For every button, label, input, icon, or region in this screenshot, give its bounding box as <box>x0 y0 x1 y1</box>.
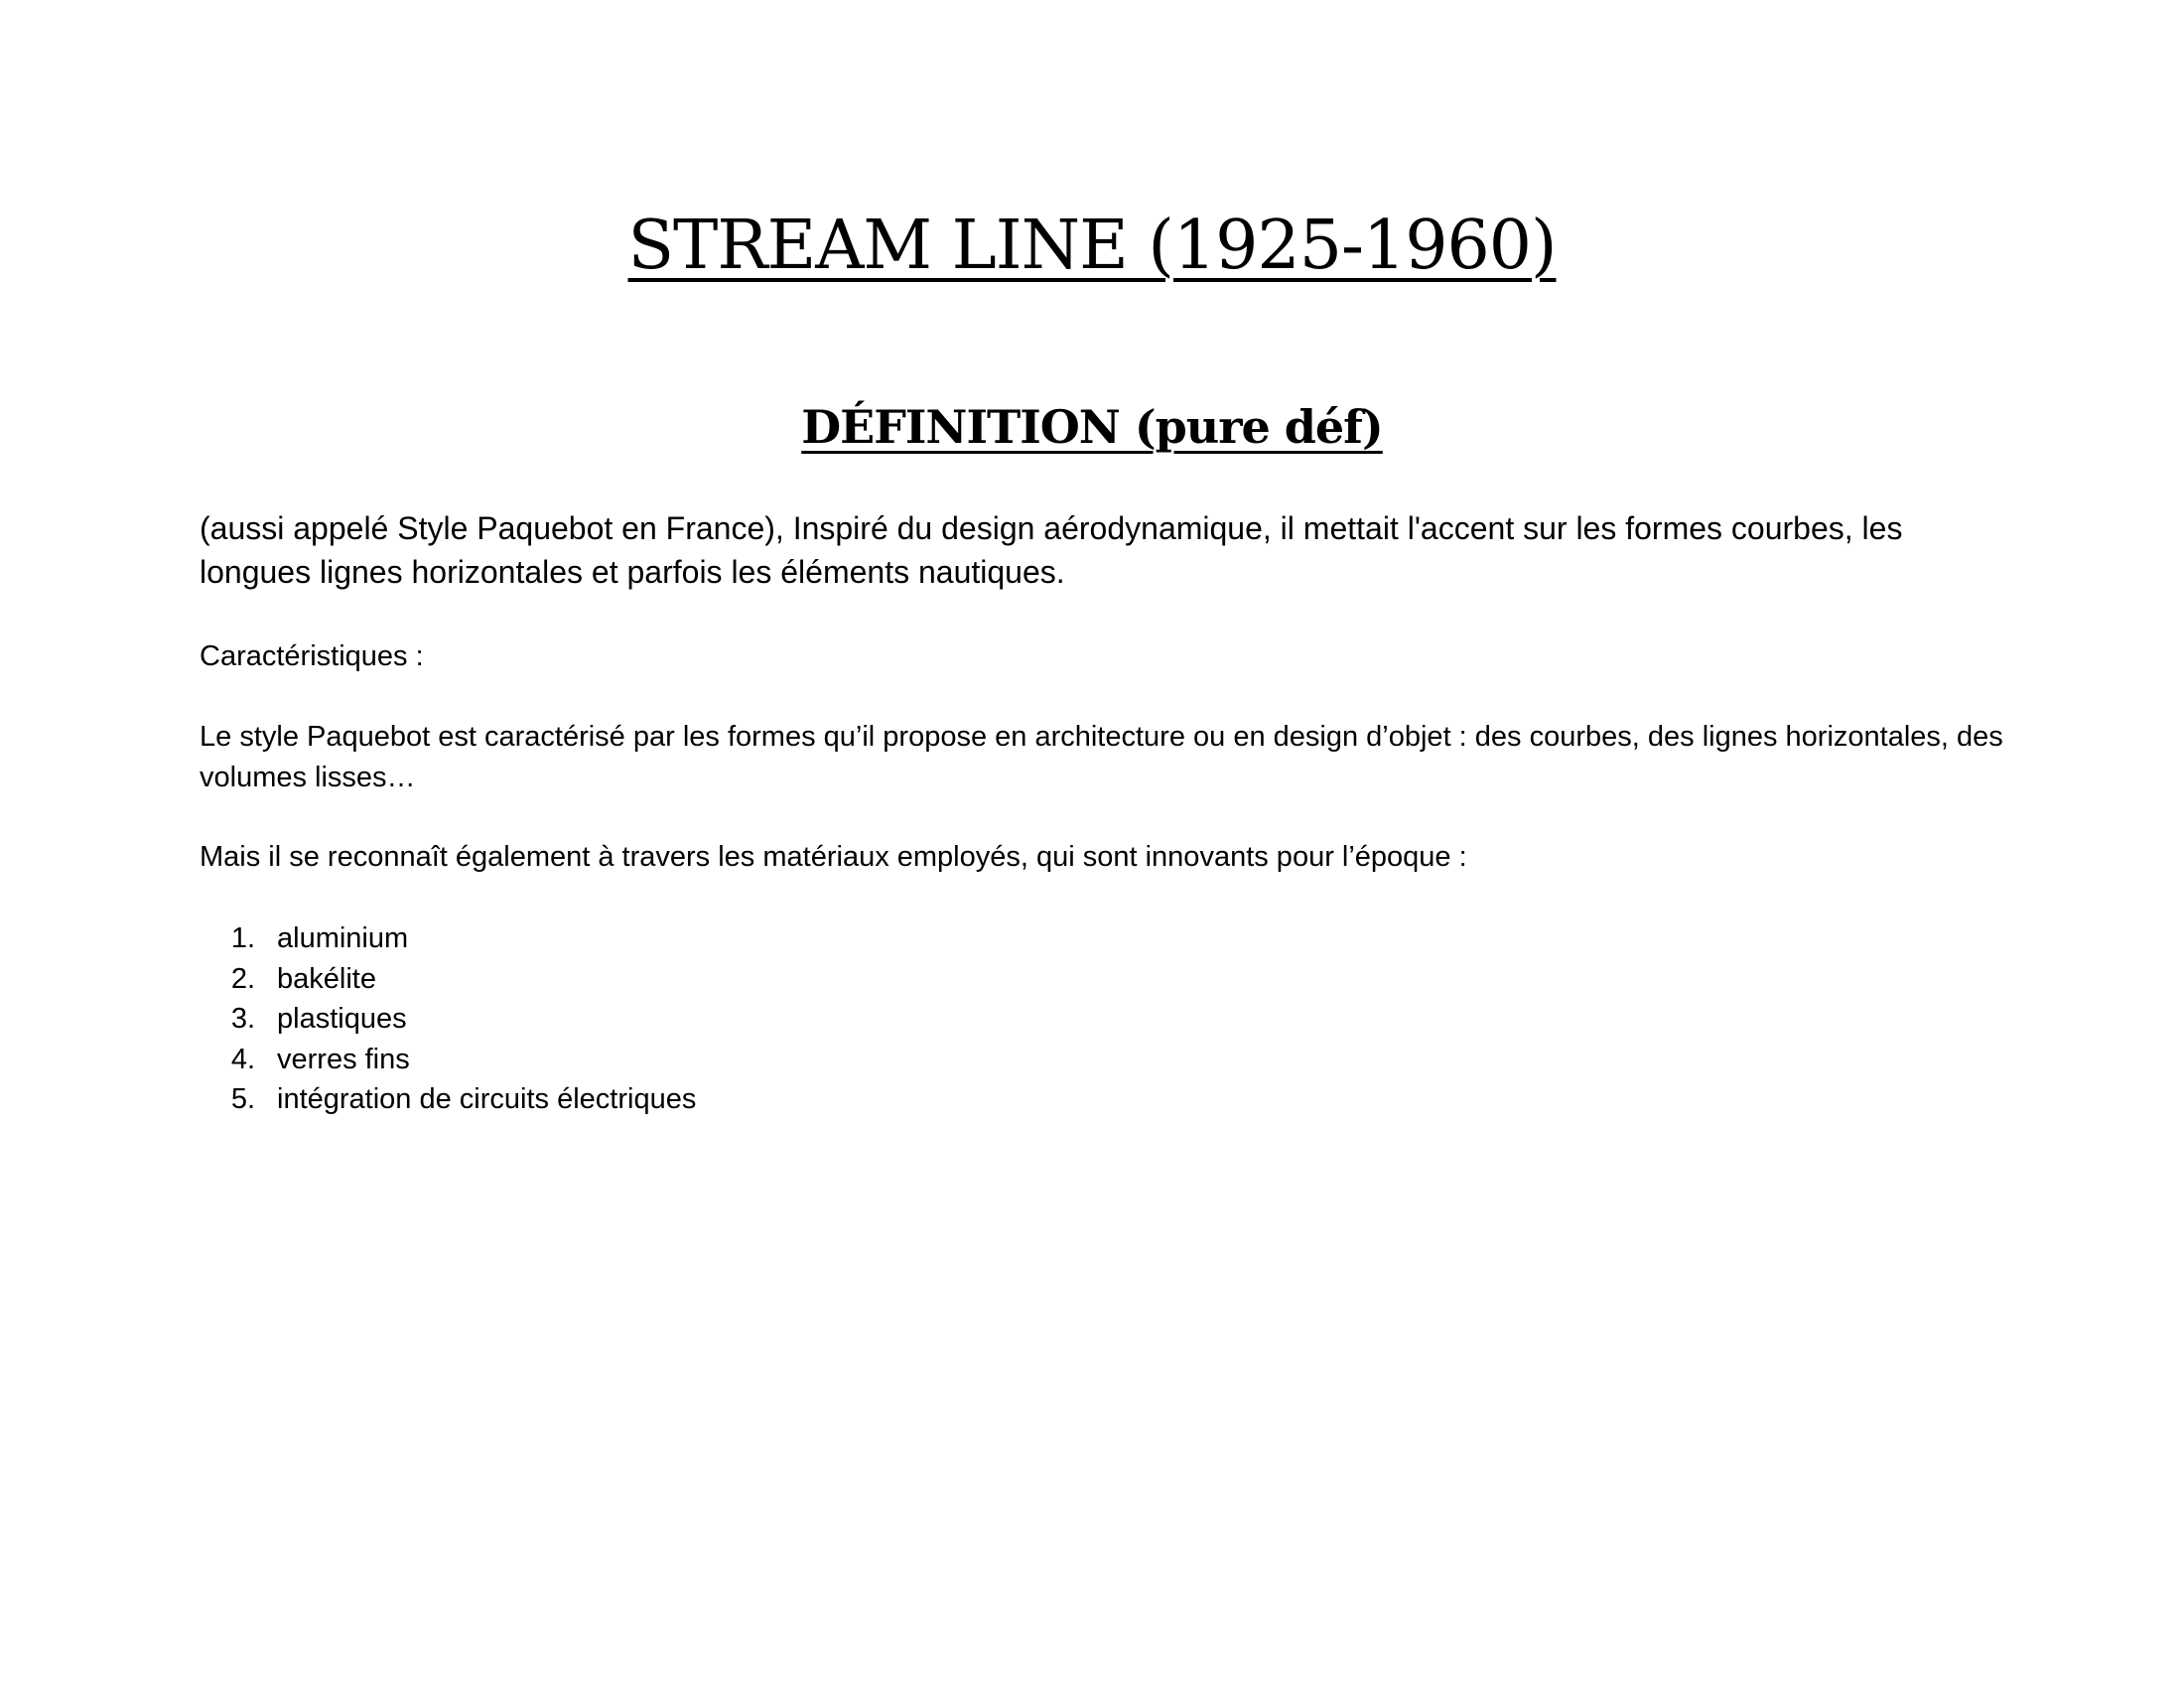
list-item <box>200 918 696 959</box>
list-item <box>200 1040 696 1080</box>
document-title-text: STREAM LINE (1925-1960) <box>627 207 1557 285</box>
list-item-label: bakélite <box>277 962 376 995</box>
style-description-paragraph: Le style Paquebot est caractérisé par les formes qu’il propose en architecture ou en design d’objet : des courbes, des lignes horizontales, des volumes lisses… <box>200 721 2003 793</box>
list-item <box>200 959 696 1000</box>
intro-paragraph: (aussi appelé Style Paquebot en France), Inspiré du design aérodynamique, il mettait l'accent sur les formes courbes, les longues lignes horizontales et parfois les éléments nautiques. <box>200 510 1903 590</box>
list-item-label: verres fins <box>277 1043 410 1075</box>
list-item-number: 1. <box>230 922 255 954</box>
caracteristiques-label: Caractéristiques : <box>200 640 424 672</box>
list-item <box>200 1079 696 1120</box>
section-heading <box>0 394 2184 460</box>
list-item-number: 5. <box>230 1083 255 1115</box>
list-item-label: plastiques <box>277 1003 407 1035</box>
list-item-label: aluminium <box>277 922 409 954</box>
materials-intro-paragraph: Mais il se reconnaît également à travers les matériaux employés, qui sont innovants pour l’époque : <box>200 841 1467 873</box>
section-heading-text: DÉFINITION (pure déf) <box>801 400 1383 454</box>
materials-list <box>200 918 696 1120</box>
list-item-number: 4. <box>230 1043 255 1075</box>
list-item-number: 3. <box>230 1003 255 1035</box>
document-title <box>0 202 2184 291</box>
list-item-number: 2. <box>230 962 255 995</box>
list-item <box>200 999 696 1040</box>
list-item-label: intégration de circuits électriques <box>277 1083 697 1115</box>
